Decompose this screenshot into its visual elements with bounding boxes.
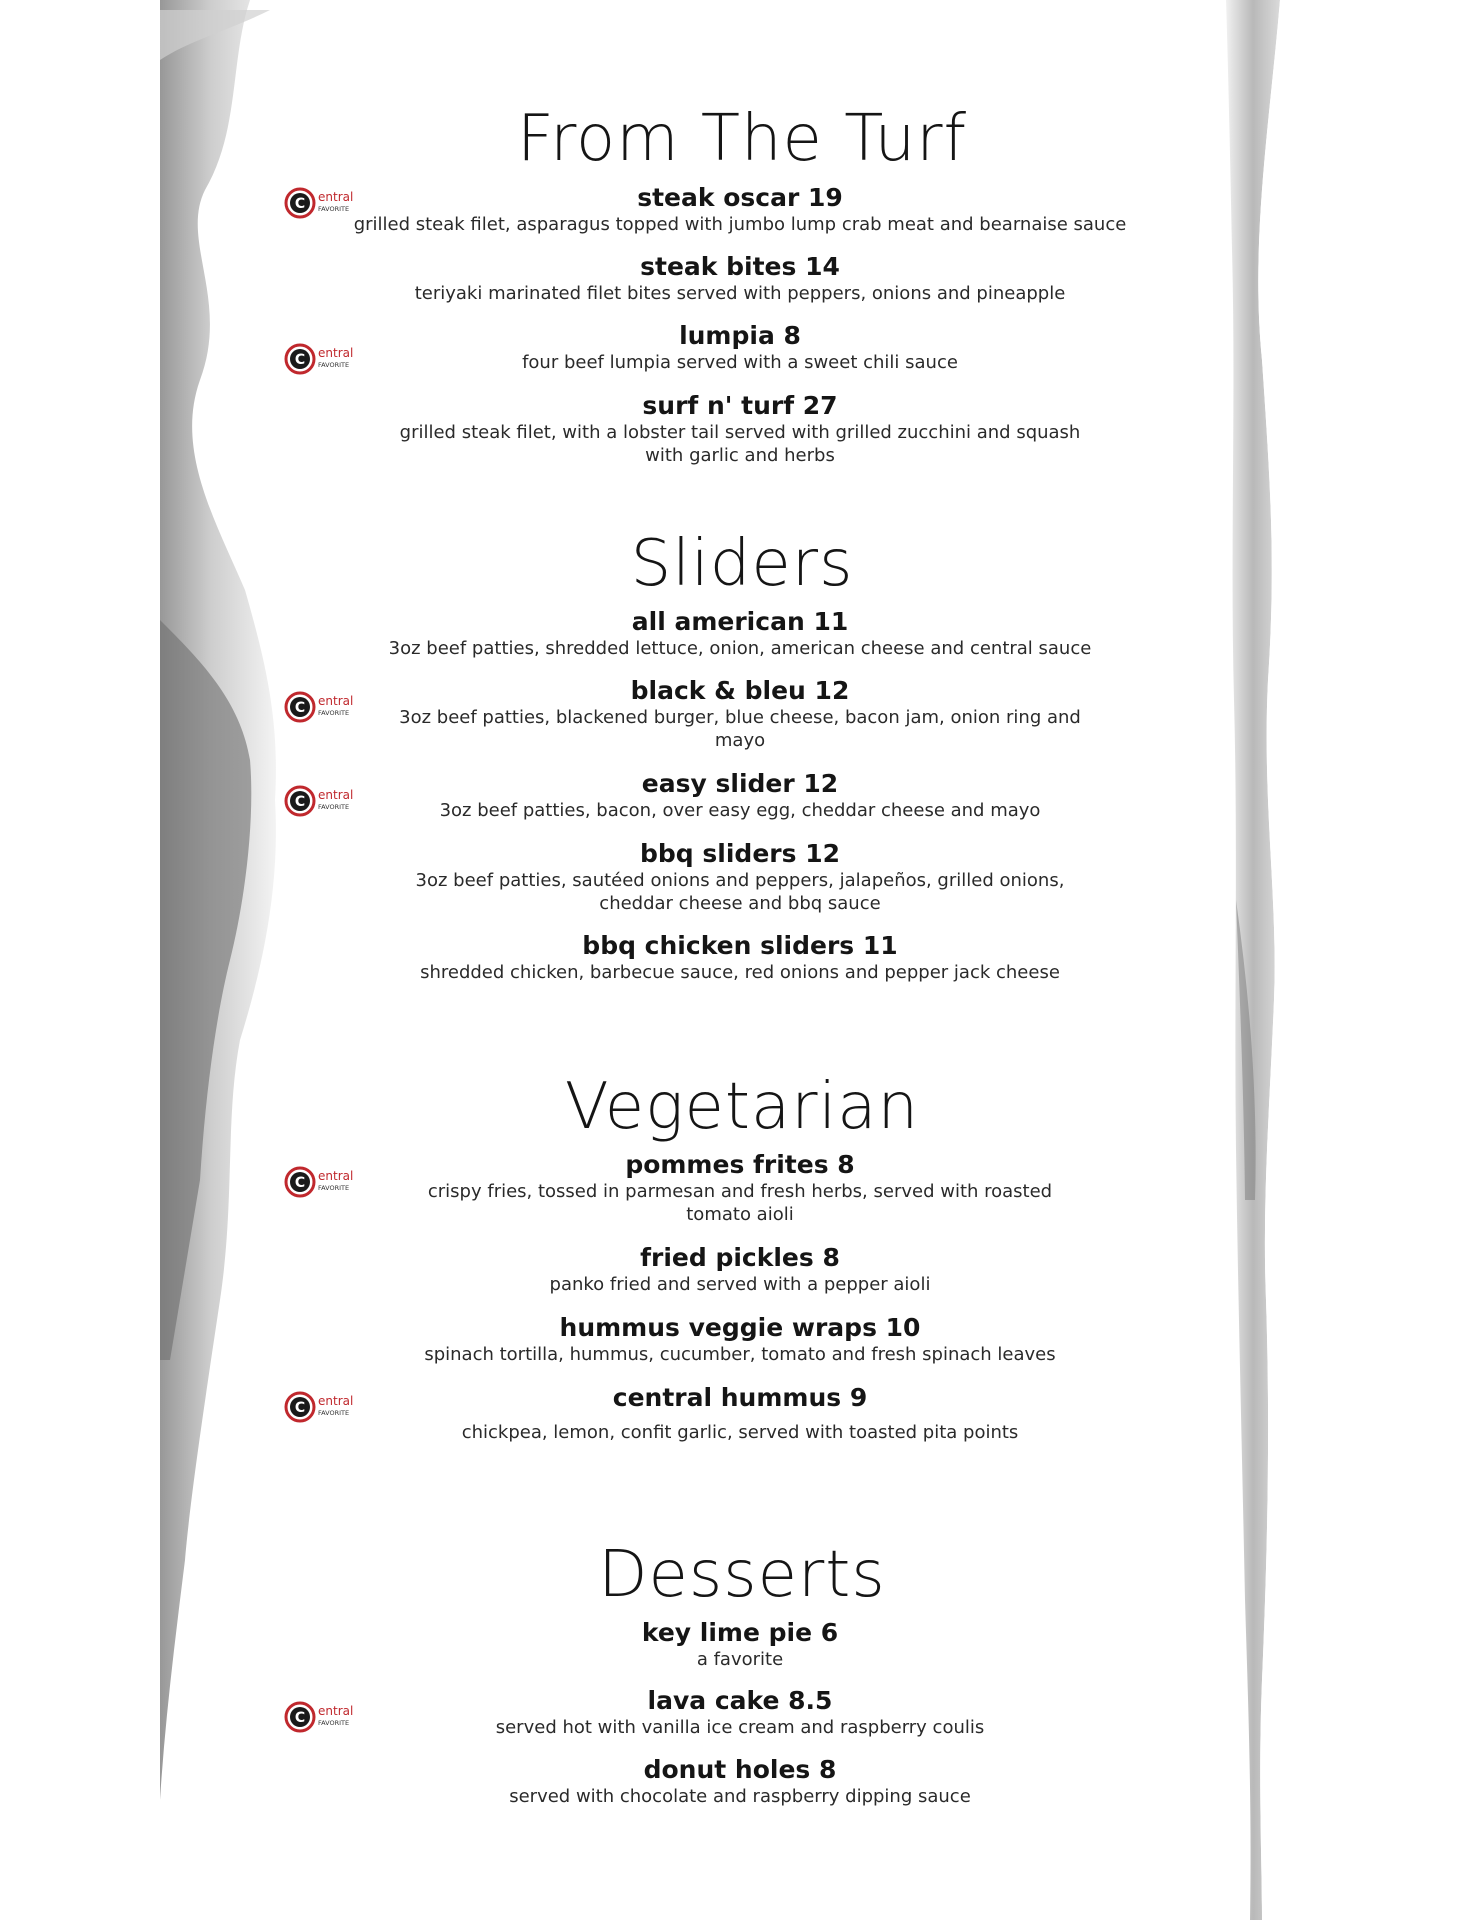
menu-item-title: bbq chicken sliders 11 xyxy=(582,931,898,960)
menu-item-description: panko fried and served with a pepper aioli xyxy=(549,1274,931,1295)
section-heading-from-the-turf: From The Turf xyxy=(516,102,968,176)
svg-text:FAVORITE: FAVORITE xyxy=(318,803,350,811)
menu-item-title: bbq sliders 12 xyxy=(640,839,840,868)
menu-item-description: served with chocolate and raspberry dipping sauce xyxy=(509,1786,971,1807)
menu-item-description: 3oz beef patties, shredded lettuce, onion, american cheese and central sauce xyxy=(388,638,1092,659)
svg-text:FAVORITE: FAVORITE xyxy=(318,709,350,717)
section-heading-desserts: Desserts xyxy=(598,1538,886,1612)
svg-text:entral: entral xyxy=(318,190,354,204)
menu-item-description: spinach tortilla, hummus, cucumber, tomato and fresh spinach leaves xyxy=(424,1344,1056,1365)
svg-text:FAVORITE: FAVORITE xyxy=(318,361,350,369)
menu-item xyxy=(320,183,1160,236)
menu-item-description: grilled steak filet, asparagus topped with jumbo lump crab meat and bearnaise sauce xyxy=(353,214,1127,235)
central-favorite-badge xyxy=(284,690,374,724)
menu-item-title: all american 11 xyxy=(631,607,849,636)
menu-item-title: central hummus 9 xyxy=(612,1383,868,1412)
central-favorite-logo-icon xyxy=(284,1390,374,1424)
menu-item-description: 3oz beef patties, blackened burger, blue cheese, bacon jam, onion ring and mayo xyxy=(399,707,1081,751)
central-favorite-logo-icon xyxy=(284,690,374,724)
menu-item xyxy=(375,676,1105,752)
menu-item-description: teriyaki marinated filet bites served with peppers, onions and pineapple xyxy=(414,283,1066,304)
svg-text:entral: entral xyxy=(318,694,354,708)
svg-text:C: C xyxy=(294,1175,306,1191)
menu-item xyxy=(380,1243,1100,1296)
menu-item xyxy=(380,1686,1100,1739)
menu-item xyxy=(380,1383,1100,1444)
central-favorite-logo-icon xyxy=(284,342,374,376)
menu-item xyxy=(380,252,1100,305)
menu-item-description: four beef lumpia served with a sweet chili sauce xyxy=(522,352,958,373)
menu-item xyxy=(380,931,1100,984)
menu-item-title: key lime pie 6 xyxy=(641,1618,839,1647)
menu-item-title: surf n' turf 27 xyxy=(642,391,838,420)
section-heading-sliders: Sliders xyxy=(630,527,854,601)
section-heading-vegetarian: Vegetarian xyxy=(564,1070,920,1144)
menu-item-description: a favorite xyxy=(696,1649,784,1670)
svg-text:C: C xyxy=(294,700,306,716)
menu-item xyxy=(380,1313,1100,1366)
central-favorite-badge xyxy=(284,1390,374,1424)
menu-item-title: lumpia 8 xyxy=(679,321,801,350)
svg-text:entral: entral xyxy=(318,788,354,802)
menu-item-title: pommes frites 8 xyxy=(625,1150,855,1179)
central-favorite-badge xyxy=(284,1165,374,1199)
menu-item-title: steak bites 14 xyxy=(640,252,840,281)
central-favorite-logo-icon xyxy=(284,1700,374,1734)
svg-text:C: C xyxy=(294,794,306,810)
central-favorite-badge xyxy=(284,342,374,376)
svg-text:FAVORITE: FAVORITE xyxy=(318,1719,350,1727)
central-favorite-badge xyxy=(284,1700,374,1734)
menu-item xyxy=(420,1150,1060,1226)
svg-text:C: C xyxy=(294,1710,306,1726)
svg-text:C: C xyxy=(294,1400,306,1416)
menu-item xyxy=(380,321,1100,374)
menu-item-description: 3oz beef patties, bacon, over easy egg, cheddar cheese and mayo xyxy=(439,800,1041,821)
svg-text:entral: entral xyxy=(318,346,354,360)
svg-text:FAVORITE: FAVORITE xyxy=(318,205,350,213)
menu-item-description: crispy fries, tossed in parmesan and fresh herbs, served with roasted tomato aioli xyxy=(427,1181,1053,1225)
menu-item-description: served hot with vanilla ice cream and raspberry coulis xyxy=(495,1717,985,1738)
menu-item-title: black & bleu 12 xyxy=(630,676,850,705)
svg-text:FAVORITE: FAVORITE xyxy=(318,1409,350,1417)
menu-item-title: fried pickles 8 xyxy=(640,1243,840,1272)
menu-item xyxy=(380,391,1100,467)
menu-item-description: grilled steak filet, with a lobster tail served with grilled zucchini and squash with garlic and herbs xyxy=(399,422,1081,466)
central-favorite-logo-icon xyxy=(284,1165,374,1199)
menu-item xyxy=(400,839,1080,915)
menu-item xyxy=(380,1618,1100,1671)
menu-item-description: shredded chicken, barbecue sauce, red onions and pepper jack cheese xyxy=(420,962,1060,983)
menu-item-title: easy slider 12 xyxy=(641,769,839,798)
menu-item-description: chickpea, lemon, confit garlic, served with toasted pita points xyxy=(461,1422,1019,1443)
svg-text:C: C xyxy=(294,196,306,212)
menu-item xyxy=(380,769,1100,822)
menu-item-title: steak oscar 19 xyxy=(637,183,843,212)
svg-text:entral: entral xyxy=(318,1169,354,1183)
menu-item xyxy=(340,607,1140,660)
svg-text:entral: entral xyxy=(318,1394,354,1408)
menu-item xyxy=(380,1755,1100,1808)
menu-item-title: hummus veggie wraps 10 xyxy=(559,1313,921,1342)
menu-item-description: 3oz beef patties, sautéed onions and peppers, jalapeños, grilled onions, cheddar cheese and bbq sauce xyxy=(415,870,1065,914)
menu-item-title: lava cake 8.5 xyxy=(647,1686,833,1715)
central-favorite-badge xyxy=(284,784,374,818)
menu-item-title: donut holes 8 xyxy=(643,1755,837,1784)
svg-text:C: C xyxy=(294,352,306,368)
svg-text:entral: entral xyxy=(318,1704,354,1718)
central-favorite-logo-icon xyxy=(284,784,374,818)
svg-text:FAVORITE: FAVORITE xyxy=(318,1184,350,1192)
